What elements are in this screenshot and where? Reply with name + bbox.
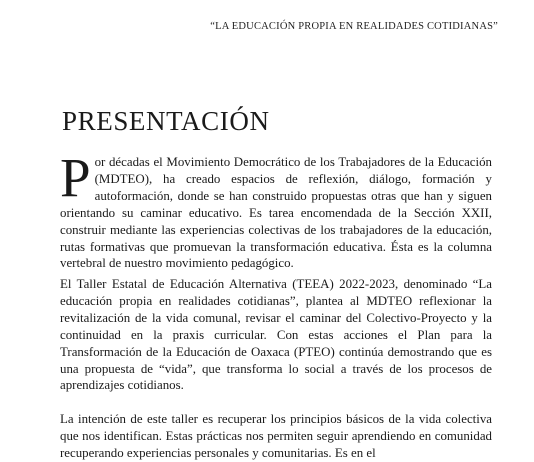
drop-cap: P [60,147,91,208]
section-title: PRESENTACIÓN [62,106,270,136]
paragraph-1 [60,147,492,272]
paragraph-2: El Taller Estatal de Educación Alternativa (TEEA) 2022-2023, denominado “La educación propia en realidades cotidianas”, plantea al MDTEO reflexionar la revitalización de la vida comunal, revisar el caminar del Colectivo-Proyecto y la continuidad en la praxis curricular. Con estas acciones el Plan para la Transformación de la Educación de Oaxaca (PTEO) continúa demostrando que es una propuesta de “vida”, que transforma lo social a través de los procesos de aprendizajes cotidianos. [60,277,492,393]
running-header: “LA EDUCACIÓN PROPIA EN REALIDADES COTIDIANAS” [210,21,498,32]
paragraph-1-text: or décadas el Movimiento Democrático de los Trabajadores de la Educación (MDTEO), ha creado espacios de reflexión, diálogo, formación y autoformación, donde se han construido propuestas otras que han y siguen orientando su caminar educativo. Es tarea encomendada de la Sección XXII, construir mediante las experiencias colectivas de los trabajadores de la educación, rutas formativas que promuevan la transformación educativa. Ésta es la columna vertebral de nuestro movimiento pedagógico. [60,155,492,271]
paragraph-3: La intención de este taller es recuperar los principios básicos de la vida colectiva que nos identifican. Estas prácticas nos permiten seguir aprendiendo en comunidad recuperando experiencias personales y comunitarias. Es en el [60,412,492,460]
